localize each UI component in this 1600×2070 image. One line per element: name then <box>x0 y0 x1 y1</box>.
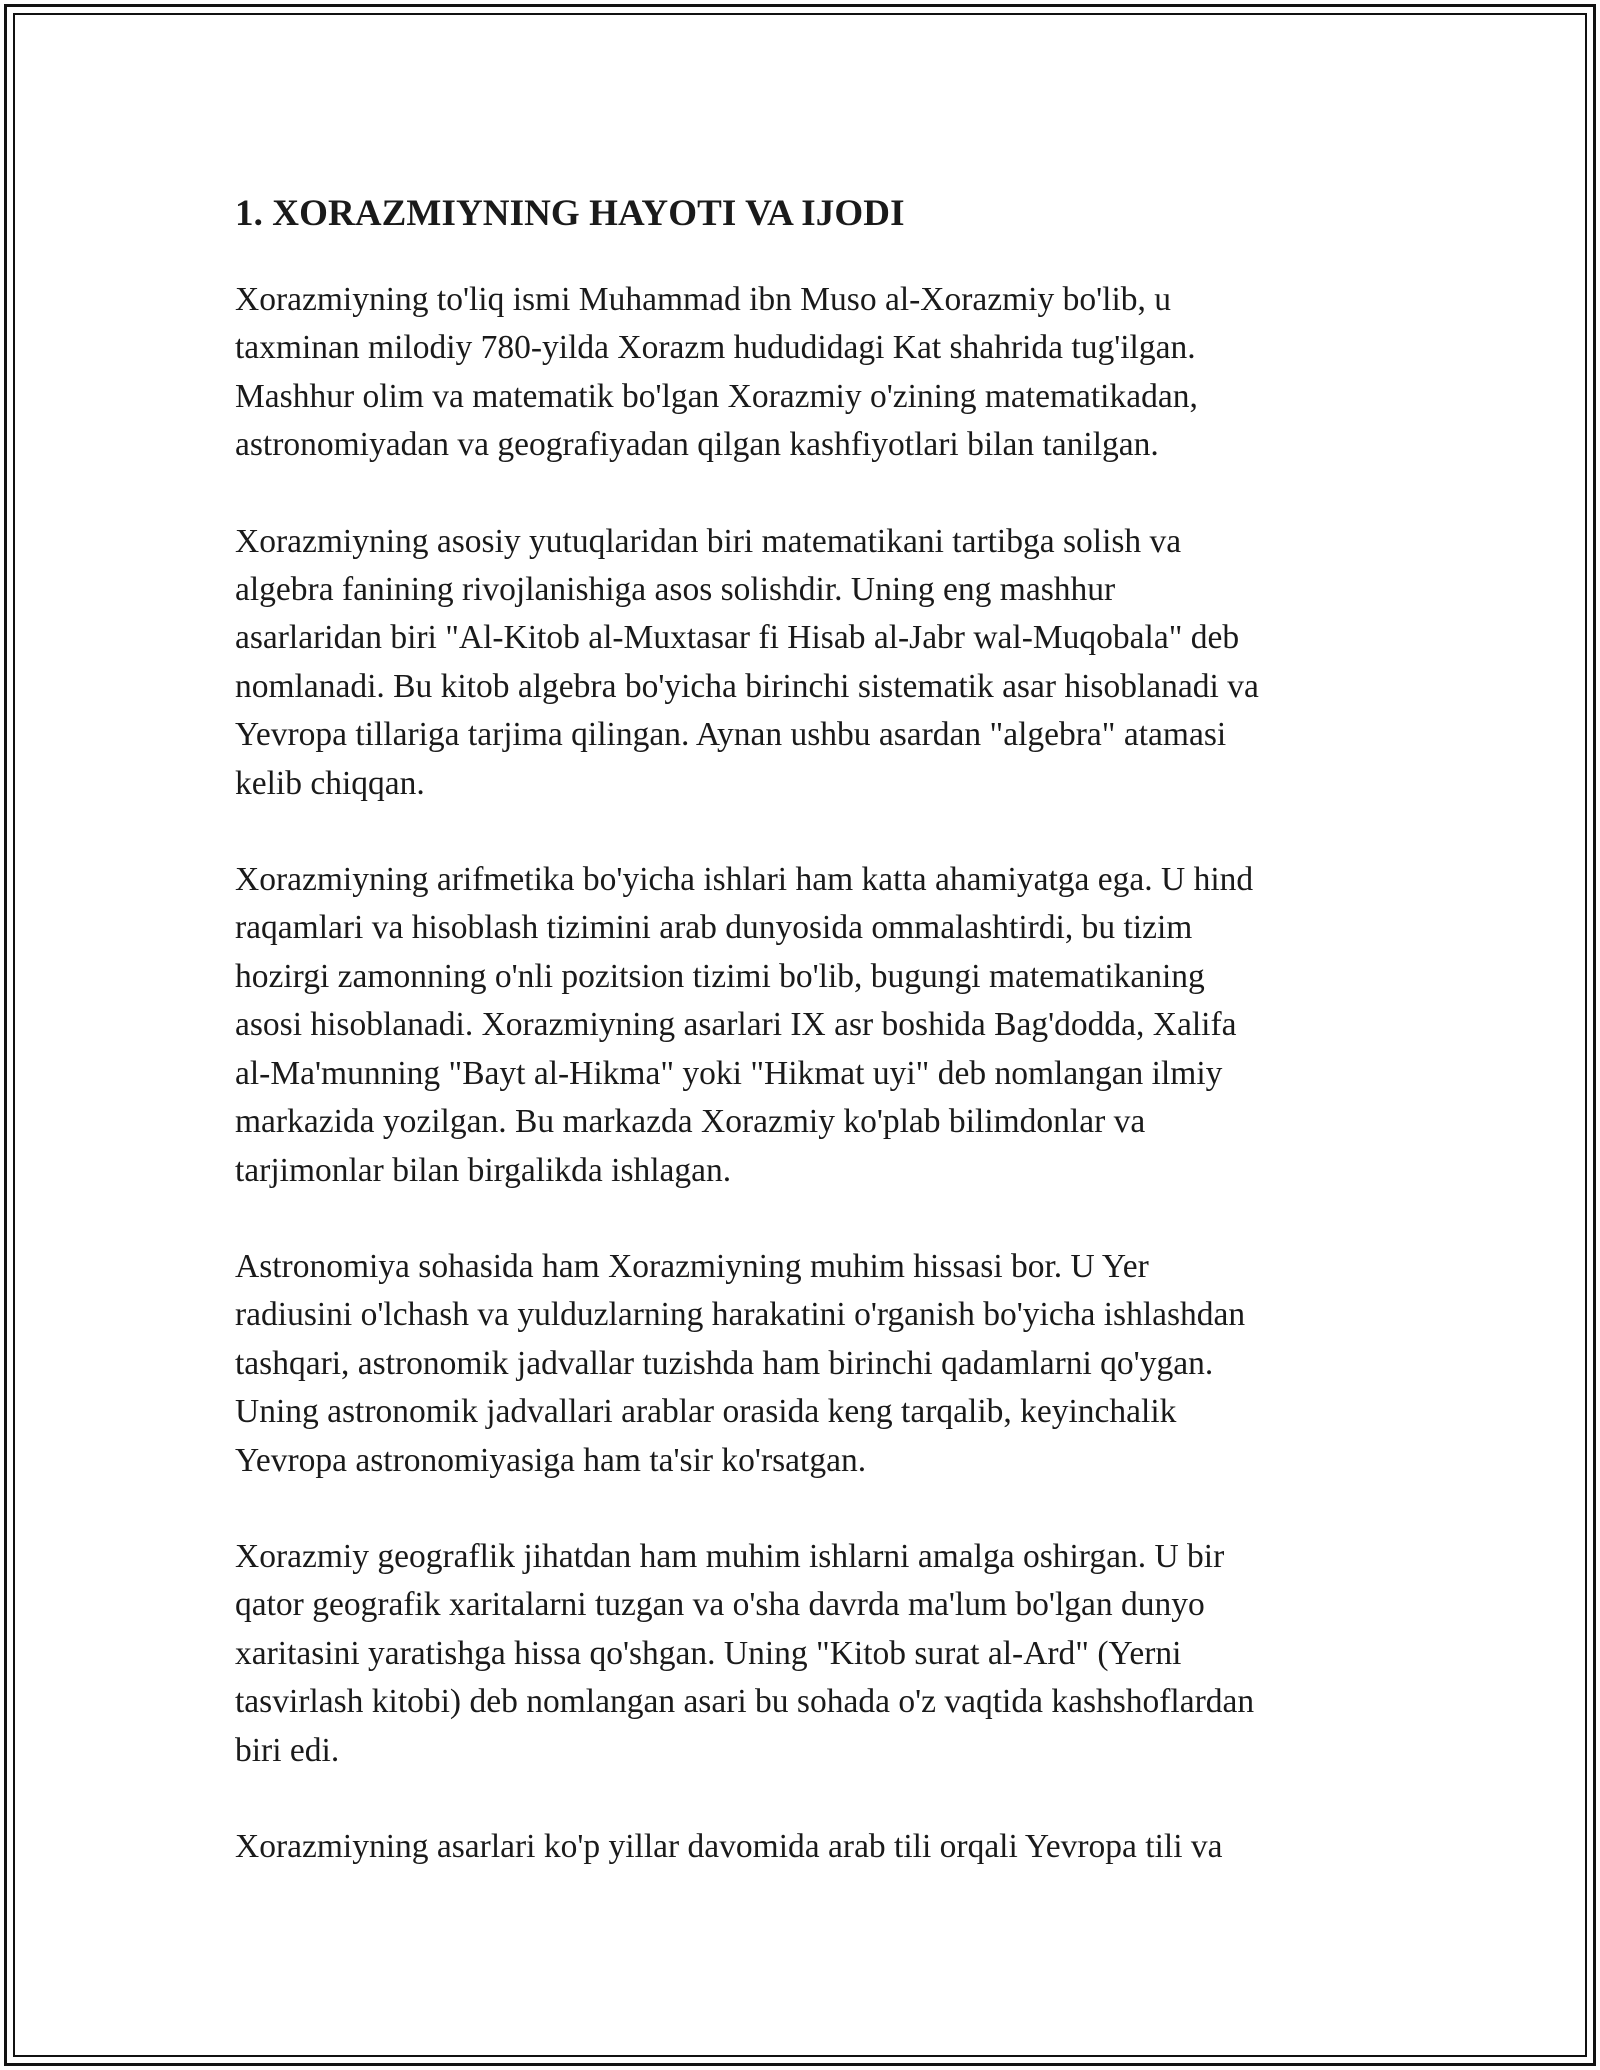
paragraph-line: taxminan milodiy 780-yilda Xorazm hududidagi Kat shahrida tug'ilgan. <box>235 329 1196 367</box>
paragraph-line: al-Ma'munning "Bayt al-Hikma" yoki "Hikmat uyi" deb nomlangan ilmiy <box>235 1054 1223 1092</box>
paragraph-geography <box>235 1533 1385 1775</box>
paragraph-line: radiusini o'lchash va yulduzlarning harakatini o'rganish bo'yicha ishlashdan <box>235 1296 1246 1334</box>
paragraph-line: Yevropa astronomiyasiga ham ta'sir ko'rsatgan. <box>235 1441 867 1479</box>
paragraph-line: biri edi. <box>235 1731 340 1769</box>
paragraph-line: Xorazmiyning asosiy yutuqlaridan biri matematikani tartibga solish va <box>235 522 1182 560</box>
paragraph-line: xaritasini yaratishga hissa qo'shgan. Uning "Kitob surat al-Ard" (Yerni <box>235 1634 1182 1672</box>
paragraph-line: tasvirlash kitobi) deb nomlangan asari bu sohada o'z vaqtida kashshoflardan <box>235 1683 1255 1721</box>
paragraph-line: Xorazmiyning arifmetika bo'yicha ishlari ham katta ahamiyatga ega. U hind <box>235 861 1254 899</box>
paragraph-legacy <box>235 1823 1385 1871</box>
paragraph-line: Uning astronomik jadvallari arablar orasida keng tarqalib, keyinchalik <box>235 1393 1177 1431</box>
paragraph-astronomy <box>235 1243 1385 1485</box>
paragraph-line: nomlanadi. Bu kitob algebra bo'yicha birinchi sistematik asar hisoblanadi va <box>235 667 1259 705</box>
paragraph-line: hozirgi zamonning o'nli pozitsion tizimi bo'lib, bugungi matematikaning <box>235 957 1205 995</box>
paragraph-line: qator geografik xaritalarni tuzgan va o'sha davrda ma'lum bo'lgan dunyo <box>235 1586 1205 1624</box>
document-title: 1. XORAZMIYNING HAYOTI VA IJODI <box>235 193 905 234</box>
document-body <box>235 182 1385 1919</box>
paragraph-line: algebra fanining rivojlanishiga asos solishdir. Uning eng mashhur <box>235 571 1116 609</box>
paragraph-line: Mashhur olim va matematik bo'lgan Xorazmiy o'zining matematikadan, <box>235 377 1198 415</box>
paragraph-algebra <box>235 518 1385 808</box>
paragraph-line: tarjimonlar bilan birgalikda ishlagan. <box>235 1151 732 1189</box>
paragraph-line: Yevropa tillariga tarjima qilingan. Aynan ushbu asardan "algebra" atamasi <box>235 716 1227 754</box>
paragraph-line: kelib chiqqan. <box>235 764 425 802</box>
paragraph-birth <box>235 276 1385 470</box>
paragraph-line: Xorazmiyning asarlari ko'p yillar davomida arab tili orqali Yevropa tili va <box>235 1827 1223 1865</box>
paragraph-line: asarlaridan biri "Al-Kitob al-Muxtasar fi Hisab al-Jabr wal-Muqobala" deb <box>235 619 1240 657</box>
paragraph-line: Xorazmiy geograflik jihatdan ham muhim ishlarni amalga oshirgan. U bir <box>235 1537 1225 1575</box>
paragraph-line: Xorazmiyning to'liq ismi Muhammad ibn Muso al-Xorazmiy bo'lib, u <box>235 281 1172 318</box>
paragraph-arithmetic <box>235 856 1385 1195</box>
paragraph-line: astronomiyadan va geografiyadan qilgan kashfiyotlari bilan tanilgan. <box>235 426 1159 464</box>
paragraph-line: markazida yozilgan. Bu markazda Xorazmiy ko'plab bilimdonlar va <box>235 1103 1146 1141</box>
paragraph-line: Astronomiya sohasida ham Xorazmiyning muhim hissasi bor. U Yer <box>235 1247 1149 1285</box>
paragraph-line: asosi hisoblanadi. Xorazmiyning asarlari IX asr boshida Bag'dodda, Xalifa <box>235 1006 1237 1044</box>
paragraph-line: raqamlari va hisoblash tizimini arab dunyosida ommalashtirdi, bu tizim <box>235 909 1193 947</box>
paragraph-line: tashqari, astronomik jadvallar tuzishda ham birinchi qadamlarni qo'ygan. <box>235 1344 1214 1382</box>
